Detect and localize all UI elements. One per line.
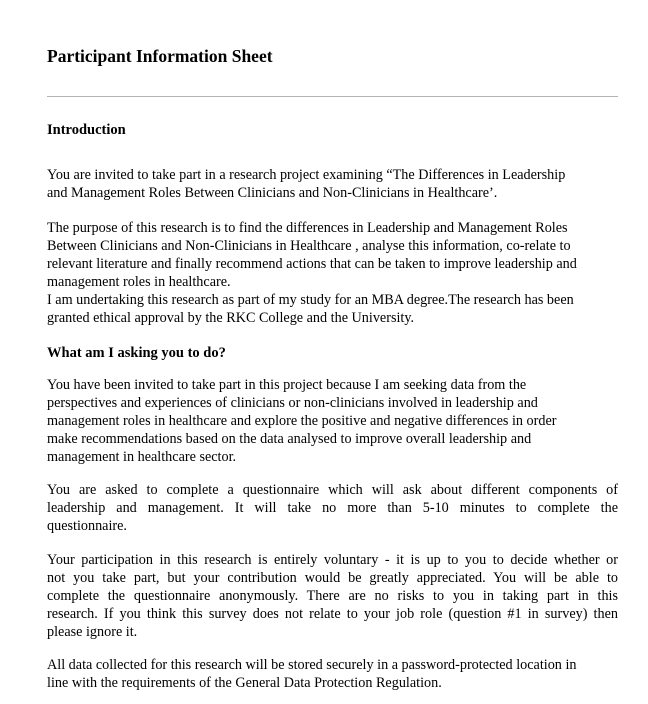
text-line: You have been invited to take part in this project because I am seeking data from the	[47, 377, 527, 393]
text-line: please ignore it.	[47, 623, 138, 640]
text-line: Your participation in this research is entirely voluntary - it is up to you to decide whether or	[47, 552, 618, 568]
section-heading-introduction: Introduction	[47, 122, 126, 138]
text-line: complete the questionnaire anonymously. There are no risks to you in taking part in this	[47, 587, 618, 604]
title-divider	[47, 96, 618, 97]
text-line: Between Clinicians and Non-Clinicians in Healthcare , analyse this information, co-relate to	[47, 237, 571, 254]
text-line: You are asked to complete a questionnaire which will ask about different components of	[47, 482, 618, 498]
document-title: Participant Information Sheet	[47, 46, 273, 66]
text-line: I am undertaking this research as part of my study for an MBA degree.The research has been	[47, 291, 574, 308]
text-line: You are invited to take part in a research project examining “The Differences in Leadership	[47, 167, 566, 183]
asking-paragraph-4	[47, 657, 618, 693]
text-line: and Management Roles Between Clinicians and Non-Clinicians in Healthcare’.	[47, 184, 498, 201]
text-line: All data collected for this research will be stored securely in a password-protected location in	[47, 657, 577, 673]
text-line: leadership and management. It will take no more than 5-10 minutes to complete the	[47, 499, 618, 516]
asking-paragraph-3	[47, 552, 618, 642]
text-line: The purpose of this research is to find the differences in Leadership and Management Roles	[47, 220, 568, 236]
intro-paragraph-1	[47, 167, 618, 203]
text-line: line with the requirements of the General Data Protection Regulation.	[47, 674, 442, 691]
section-heading-what-am-i-asking: What am I asking you to do?	[47, 345, 226, 361]
intro-paragraph-2	[47, 220, 618, 327]
text-line: management roles in healthcare and explore the positive and negative differences in order	[47, 412, 557, 429]
text-line: management roles in healthcare.	[47, 273, 231, 290]
text-line: relevant literature and finally recommend actions that can be taken to improve leadership and	[47, 255, 577, 272]
asking-paragraph-1	[47, 377, 618, 467]
text-line: research. If you think this survey does not relate to your job role (question #1 in survey) then	[47, 605, 618, 622]
text-line: perspectives and experiences of clinicians or non-clinicians involved in leadership and	[47, 394, 538, 411]
text-line: management in healthcare sector.	[47, 448, 237, 465]
text-line: not you take part, but your contribution would be greatly appreciated. You will be able to	[47, 569, 618, 586]
text-line: questionnaire.	[47, 517, 127, 534]
text-line: granted ethical approval by the RKC College and the University.	[47, 309, 415, 326]
asking-paragraph-2	[47, 482, 618, 536]
text-line: make recommendations based on the data analysed to improve overall leadership and	[47, 430, 532, 447]
